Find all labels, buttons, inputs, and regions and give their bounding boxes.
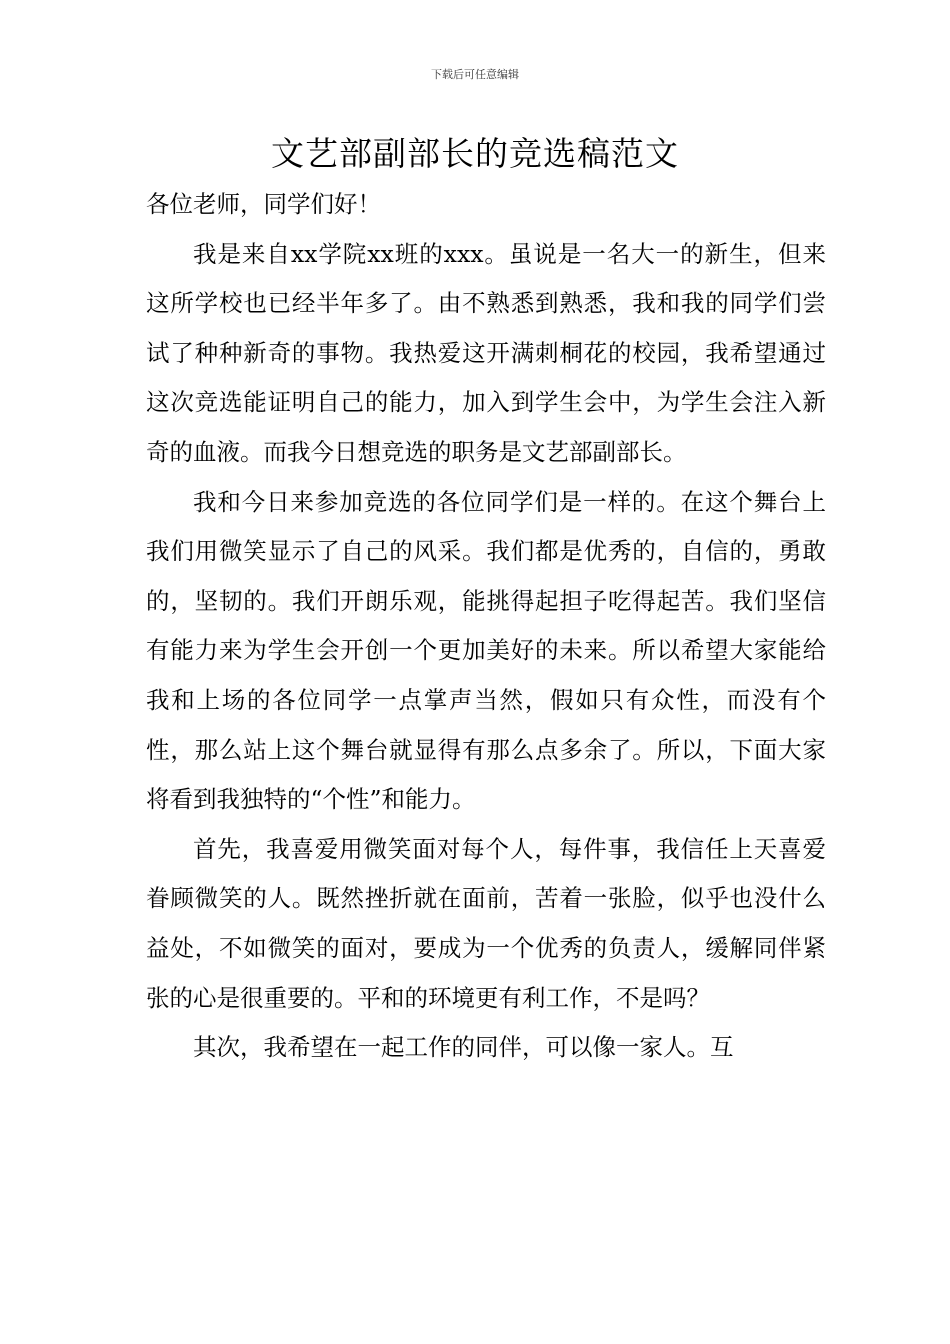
greeting-line: 各位老师，同学们好！ — [146, 190, 381, 218]
paragraph-4: 其次，我希望在一起工作的同伴，可以像一家人。互 — [193, 1033, 734, 1062]
paragraph-2: 我和今日来参加竞选的各位同学们是一样的。在这个舞台上我们用微笑显示了自己的风采。我们都是优秀的，自信的，勇敢的，坚韧的。我们开朗乐观，能挑得起担子吃得起苦。我们坚信有能力来为学生会开创一个更加美好的未来。所以希望大家能给我和上场的各位同学一点掌声当然，假如只有众性，而没有个性，那么站上这个舞台就显得有那么点多余了。所以，下面大家将看到我独特的“个性”和能力。 — [146, 487, 826, 814]
paragraph-1: 我是来自xx学院xx班的xxx。虽说是一名大一的新生，但来这所学校也已经半年多了。由不熟悉到熟悉，我和我的同学们尝试了种种新奇的事物。我热爱这开满刺桐花的校园，我希望通过这次竞选能证明自己的能力，加入到学生会中，为学生会注入新奇的血液。而我今日想竞选的职务是文艺部副部长。 — [146, 239, 826, 466]
paragraph-3: 首先，我喜爱用微笑面对每个人，每件事，我信任上天喜爱眷顾微笑的人。既然挫折就在面前，苦着一张脸，似乎也没什么益处，不如微笑的面对，要成为一个优秀的负责人，缓解同伴紧张的心是很重要的。平和的环境更有利工作，不是吗？ — [146, 834, 826, 1012]
document-title: 文艺部副部长的竞选稿范文 — [271, 134, 679, 173]
header-note: 下载后可任意编辑 — [431, 68, 519, 81]
document-body — [146, 180, 826, 1073]
